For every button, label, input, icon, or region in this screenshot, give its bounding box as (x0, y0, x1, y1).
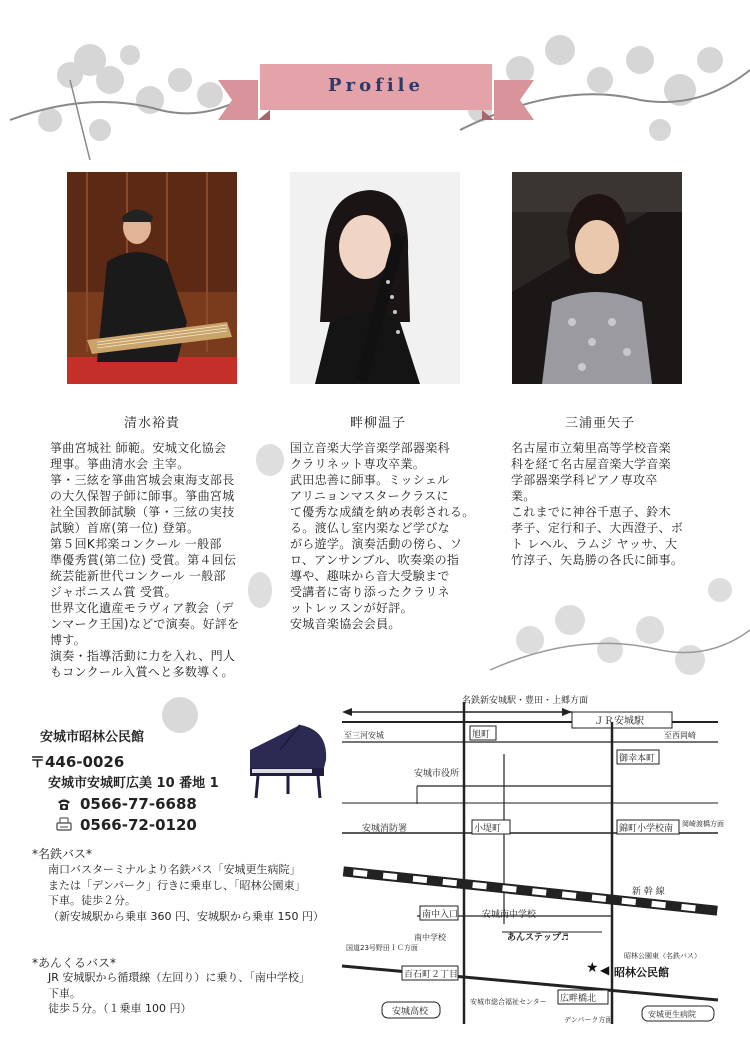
bio-line: の大久保智子師に師事。箏曲宮城 (50, 489, 235, 503)
map-label-showa-park-east: 昭林公園東（名鉄バス） (624, 952, 701, 960)
map-label-nanchu-iriguchi: 南中入口 (422, 910, 459, 920)
bio-line: ンマーク王国)などで演奏。好評を (50, 617, 240, 631)
bio-line: ト レヘル、ラムジ ヤッサ、大 (511, 537, 678, 551)
bio-line: 準優秀賞(第二位) 受賞。第４回伝 (50, 553, 237, 567)
bio-line: 箏曲宮城社 師範。安城文化協会 (50, 441, 227, 455)
bio-line: 箏・三絃を箏曲宮城会東海支部長 (50, 473, 235, 487)
koto-player-photo (67, 172, 237, 384)
profile-bio-shimizu (50, 440, 256, 680)
bio-line: 武田忠善に師事。ミッシェル (290, 473, 450, 487)
map-label-ankur-step: あんステップ♬ (507, 933, 569, 943)
bio-line: アリニョンマスタークラスに (290, 489, 449, 503)
venue-address: 安城市安城町広美 10 番地 1 (48, 776, 219, 791)
map-label-welfare-center: 安城市総合福祉センター (470, 998, 547, 1006)
map-label-venue: 昭林公民館 (614, 966, 669, 979)
map-label-denpark: デンパーク方面 (564, 1016, 613, 1024)
bio-line: ジャポニスム賞 受賞。 (50, 585, 177, 599)
map-label-to-mikawa-anjo: 至三河安城 (344, 731, 384, 740)
directions-line: 徒歩５分。（１乗車 100 円） (48, 1002, 192, 1015)
meitetsu-bus-title: *名鉄バス* (32, 847, 93, 861)
bio-line: 学部器楽学科ピアノ専攻卒 (511, 473, 658, 487)
tel-number[interactable]: 0566-77-6688 (80, 795, 197, 813)
bio-line: ロ、アンサンブル、吹奏楽の指 (290, 553, 460, 567)
clarinetist-photo (290, 172, 460, 384)
bio-line: がら遊学。演奏活動の傍ら、ソ (290, 537, 463, 551)
map-label-asahimachi: 旭町 (472, 730, 491, 740)
petal-decoration-lower (150, 690, 210, 740)
bio-line: 科を経て名古屋音楽大学音楽 (511, 457, 671, 471)
map-label-fire-station: 安城消防署 (362, 824, 408, 834)
bio-line: 博す。 (50, 633, 86, 647)
profile-name-shimizu: 清水裕貴 (123, 416, 180, 431)
profile-name-kuroyanagi: 畔柳温子 (349, 416, 406, 431)
map-arrow-icon: ◀ (600, 963, 610, 977)
bio-line: 国立音楽大学音楽学部器楽科 (290, 441, 450, 455)
meitetsu-bus-directions (48, 862, 348, 924)
fax-row (56, 816, 197, 834)
profile-heading: Profile (328, 75, 424, 96)
map-label-to-nishi-okazaki: 至西岡崎 (664, 731, 696, 740)
bio-line: もコンクール入賞へと多数導く。 (50, 665, 234, 679)
bio-line: ットレッスンが好評。 (290, 601, 413, 615)
map-label-okazaki-ferry: 岡崎渡橋方面 (682, 820, 724, 828)
floral-decoration-top-left (10, 20, 240, 190)
floral-decoration-middle-right (490, 560, 750, 700)
fax-number: 0566-72-0120 (80, 816, 197, 834)
bio-line: 統芸能新世代コンクール 一般部 (50, 569, 226, 583)
bio-line: クラリネット専攻卒業。 (290, 457, 426, 471)
bio-line: 名古屋市立菊里高等学校音楽 (511, 441, 671, 455)
grand-piano-illustration (240, 720, 330, 800)
bio-line: 第５回K邦楽コンクール 一般部 (50, 537, 222, 551)
map-label-nishiki-school: 錦町小学校南 (619, 824, 674, 834)
bio-line: 受講者に寄り添ったクラリネ (290, 585, 450, 599)
map-label-jr-station: ＪＲ安城駅 (594, 716, 644, 727)
map-label-nanchu-stop: 南中学校 (414, 933, 446, 942)
map-label-city-hall: 安城市役所 (414, 769, 460, 779)
profile-bio-kuroyanagi (290, 440, 490, 632)
ankuru-bus-title: *あんくるバス* (32, 956, 117, 970)
tel-row (56, 795, 197, 813)
fax-icon (56, 817, 72, 833)
map-label-hyakuishi: 百石町２丁目 (404, 970, 459, 980)
profile-name-miura: 三浦亜矢子 (564, 416, 635, 431)
bio-line: 試験）首席(第一位) 登第。 (50, 521, 200, 535)
map-label-gokomoto: 御幸本町 (619, 754, 656, 764)
map-label-kokudo23: 国道23号野田ＩＣ方面 (346, 944, 418, 952)
ankuru-bus-directions (48, 970, 348, 1017)
venue-name: 安城市昭林公民館 (40, 730, 145, 745)
bio-line: 孝子、定行和子、大西澄子、ボ (511, 521, 684, 535)
postal-code: 〒446-0026 (30, 753, 125, 771)
access-map[interactable] (342, 694, 724, 1024)
directions-line: JR 安城駅から循環線（左回り）に乗り、「南中学校」 (48, 971, 310, 984)
map-label-anjo-high: 安城高校 (392, 1007, 429, 1017)
bio-line: 業。 (511, 489, 536, 503)
bio-line: 安城音楽協会会員。 (290, 617, 401, 631)
directions-line: 南口バスターミナルより名鉄バス「安城更生病院」 (48, 863, 301, 876)
map-label-kosei-hospital: 安城更生病院 (648, 1010, 696, 1019)
directions-line: または「デンパーク」行きに乗車し、「昭林公園東」 (48, 878, 306, 892)
map-label-top-direction: 名鉄新安城駅・豊田・上郷方面 (462, 696, 589, 706)
bio-line: 世界文化遺産モラヴィア教会（デ (50, 601, 234, 615)
pianist-photo (512, 172, 682, 384)
map-star-icon: ★ (586, 960, 599, 976)
bio-line: 導や、趣味から音大受験まで (290, 569, 450, 583)
map-label-shinkansen: 新 幹 線 (632, 887, 665, 897)
profile-bio-miura (511, 440, 703, 568)
directions-line: （新安城駅から乗車 360 円、安城駅から乗車 150 円） (48, 909, 324, 923)
bio-line: 竹淳子、矢島勝の各氏に師事。 (511, 553, 684, 567)
bio-line: る。渡仏し室内楽など学びな (290, 521, 450, 535)
directions-line: 下車。 (48, 986, 81, 1000)
directions-line: 下車。徒歩２分。 (48, 894, 136, 907)
bio-line: て優秀な成績を納め表彰される。 (290, 505, 475, 519)
bio-line: これまでに神谷千恵子、鈴木 (511, 505, 671, 519)
bio-line: 社全国教師試験（箏・三絃の実技 (50, 505, 235, 519)
phone-icon (56, 796, 72, 812)
bio-line: 理事。箏曲清水会 主宰。 (50, 457, 190, 471)
map-label-hirobata-kita: 広畔橋北 (560, 994, 597, 1004)
map-label-kotsutsumi: 小堤町 (474, 824, 502, 834)
bio-line: 演奏・指導活動に力を入れ、門人 (50, 649, 236, 663)
map-label-nanchu-school: 安城南中学校 (482, 910, 537, 920)
